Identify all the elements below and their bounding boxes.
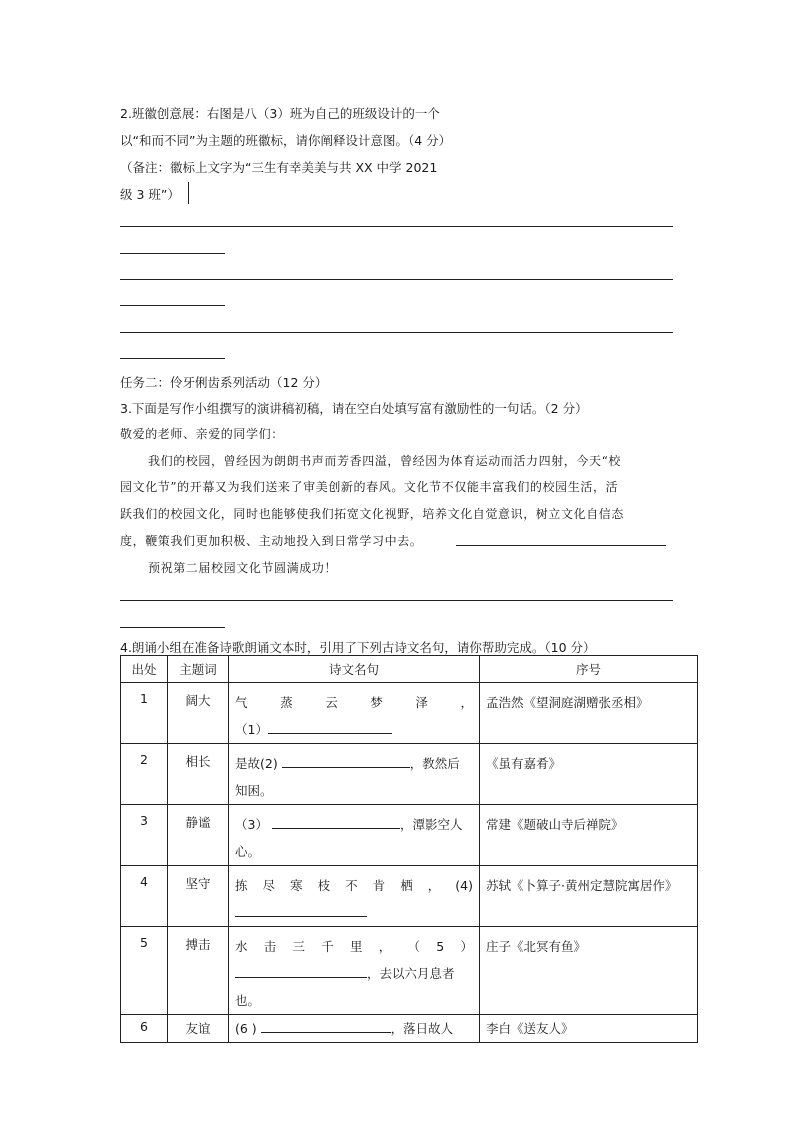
verse-line	[235, 899, 473, 926]
verse-char: 千	[321, 939, 334, 954]
fill-blank[interactable]	[261, 1018, 391, 1033]
row-number: 4	[121, 866, 168, 927]
header-theme: 主题词	[168, 656, 229, 683]
row-verse	[229, 744, 480, 805]
row-source: 苏轼《卜算子·黄州定慧院寓居作》	[480, 866, 698, 927]
answer-line-short[interactable]	[120, 358, 225, 359]
row-verse	[229, 1015, 480, 1043]
row-verse	[229, 805, 480, 866]
row-verse	[229, 866, 480, 927]
verse-text: ，落日故人	[390, 1021, 454, 1036]
table-header-row	[121, 656, 698, 683]
verse-char: ，	[460, 695, 473, 710]
answer-line-short[interactable]	[120, 253, 225, 254]
table-row	[121, 1015, 698, 1043]
speech-greeting: 敬爱的老师、亲爱的同学们：	[120, 427, 284, 441]
speech-closing: 预祝第二届校园文化节圆满成功！	[148, 561, 338, 575]
verse-char: （	[407, 939, 421, 954]
verse-char: 气	[235, 695, 248, 710]
verse-char: 枝	[317, 878, 331, 893]
speech-blank[interactable]	[456, 545, 666, 546]
verse-char: 寒	[290, 878, 303, 893]
speech-line-1: 我们的校园，曾经因为朗朗书声而芳香四溢，曾经因为体育运动而活力四射，今天“校	[148, 454, 621, 468]
verse-char: 拣	[235, 878, 248, 893]
row-theme: 坚守	[168, 866, 229, 927]
fill-blank[interactable]	[268, 719, 392, 734]
verse-line	[235, 689, 473, 716]
row-source: 李白《送友人》	[480, 1015, 698, 1043]
answer-line[interactable]	[120, 226, 673, 227]
verse-line: 也。	[235, 993, 261, 1008]
q3-prompt: 3.下面是写作小组撰写的演讲稿初稿，请在空白处填写富有激励性的一句话。（2 分）	[120, 401, 588, 416]
row-source: 庄子《北冥有鱼》	[480, 927, 698, 1015]
row-number: 3	[121, 805, 168, 866]
header-source: 出处	[121, 656, 168, 683]
task2-heading: 任务二：伶牙俐齿系列活动（12 分）	[120, 375, 328, 390]
verse-char: 梦	[370, 695, 383, 710]
answer-line[interactable]	[120, 332, 673, 333]
row-theme: 搏击	[168, 927, 229, 1015]
verse-line	[235, 811, 473, 838]
poem-table	[120, 655, 698, 1043]
speech-line-4: 度，鞭策我们更加积极、主动地投入到日常学习中去。	[120, 534, 423, 548]
verse-line	[235, 872, 473, 899]
verse-char: 三	[292, 939, 306, 954]
table-row	[121, 683, 698, 744]
q2-line2: 以“和而不同”为主题的班徽标，请你阐释设计意图。（4 分）	[120, 133, 452, 148]
table-row	[121, 805, 698, 866]
verse-char: ，	[427, 878, 441, 893]
fill-blank[interactable]	[235, 963, 367, 978]
row-number: 1	[121, 683, 168, 744]
verse-line	[235, 1015, 473, 1042]
verse-line	[235, 716, 473, 743]
row-verse	[229, 927, 480, 1015]
verse-char: ）	[460, 939, 473, 954]
table-row	[121, 927, 698, 1015]
blank-label: （3）	[235, 817, 268, 832]
q2-note-line2: 级 3 班”）	[120, 187, 180, 202]
verse-line	[235, 933, 473, 960]
verse-char: 不	[345, 878, 358, 893]
verse-char: 里	[350, 939, 363, 954]
verse-char: 水	[235, 939, 248, 954]
row-source: 孟浩然《望洞庭湖赠张丞相》	[480, 683, 698, 744]
verse-line	[235, 960, 473, 987]
row-number: 6	[121, 1015, 168, 1043]
verse-line: 心。	[235, 844, 261, 859]
row-number: 2	[121, 744, 168, 805]
answer-line[interactable]	[120, 600, 673, 601]
verse-text: ，潭影空人	[399, 817, 463, 832]
speech-line-2: 园文化节”的开幕又为我们送来了审美创新的春风。文化节不仅能丰富我们的校园生活，活	[120, 480, 619, 494]
q4-prompt: 4.朗诵小组在准备诗歌朗诵文本时，引用了下列古诗文名句，请你帮助完成。（10 分）	[120, 640, 596, 655]
verse-char: 泽	[415, 695, 428, 710]
verse-char: 云	[325, 695, 338, 710]
row-theme: 友谊	[168, 1015, 229, 1043]
row-theme: 阔大	[168, 683, 229, 744]
row-number: 5	[121, 927, 168, 1015]
verse-char: ，	[378, 939, 392, 954]
table-row	[121, 866, 698, 927]
blank-label: (4)	[455, 878, 473, 893]
header-verse: 诗文名句	[229, 656, 480, 683]
text-cursor	[188, 182, 189, 204]
verse-char: 5	[436, 939, 445, 954]
verse-char: 肯	[372, 878, 386, 893]
verse-line: 知困。	[235, 783, 273, 798]
row-theme: 静谧	[168, 805, 229, 866]
fill-blank[interactable]	[235, 902, 367, 917]
fill-blank[interactable]	[272, 814, 400, 829]
blank-label: 是故(2)	[235, 756, 278, 771]
verse-char: 蒸	[280, 695, 293, 710]
verse-line	[235, 750, 473, 777]
fill-blank[interactable]	[282, 753, 410, 768]
answer-line-short[interactable]	[120, 627, 225, 628]
verse-text: ，去以六月息者	[367, 966, 455, 981]
verse-char: 尽	[262, 878, 276, 893]
q2-note-line1: （备注：徽标上文字为“三生有幸美美与共 XX 中学 2021	[120, 160, 438, 175]
row-source: 《虽有嘉肴》	[480, 744, 698, 805]
row-source: 常建《题破山寺后禅院》	[480, 805, 698, 866]
blank-label: （1）	[235, 722, 268, 737]
q2-line1: 2.班徽创意展：右图是八（3）班为自己的班级设计的一个	[120, 106, 440, 121]
verse-text: ，教然后	[409, 756, 460, 771]
verse-char: 栖	[400, 878, 413, 893]
row-theme: 相长	[168, 744, 229, 805]
blank-label: (6 )	[235, 1021, 257, 1036]
table-row	[121, 744, 698, 805]
row-verse	[229, 683, 480, 744]
answer-line-short[interactable]	[120, 305, 225, 306]
speech-line-3: 跃我们的校园文化，同时也能够使我们拓宽文化视野，培养文化自觉意识，树立文化自信态	[120, 507, 625, 521]
verse-char: 击	[263, 939, 277, 954]
answer-line[interactable]	[120, 279, 673, 280]
header-order: 序号	[480, 656, 698, 683]
